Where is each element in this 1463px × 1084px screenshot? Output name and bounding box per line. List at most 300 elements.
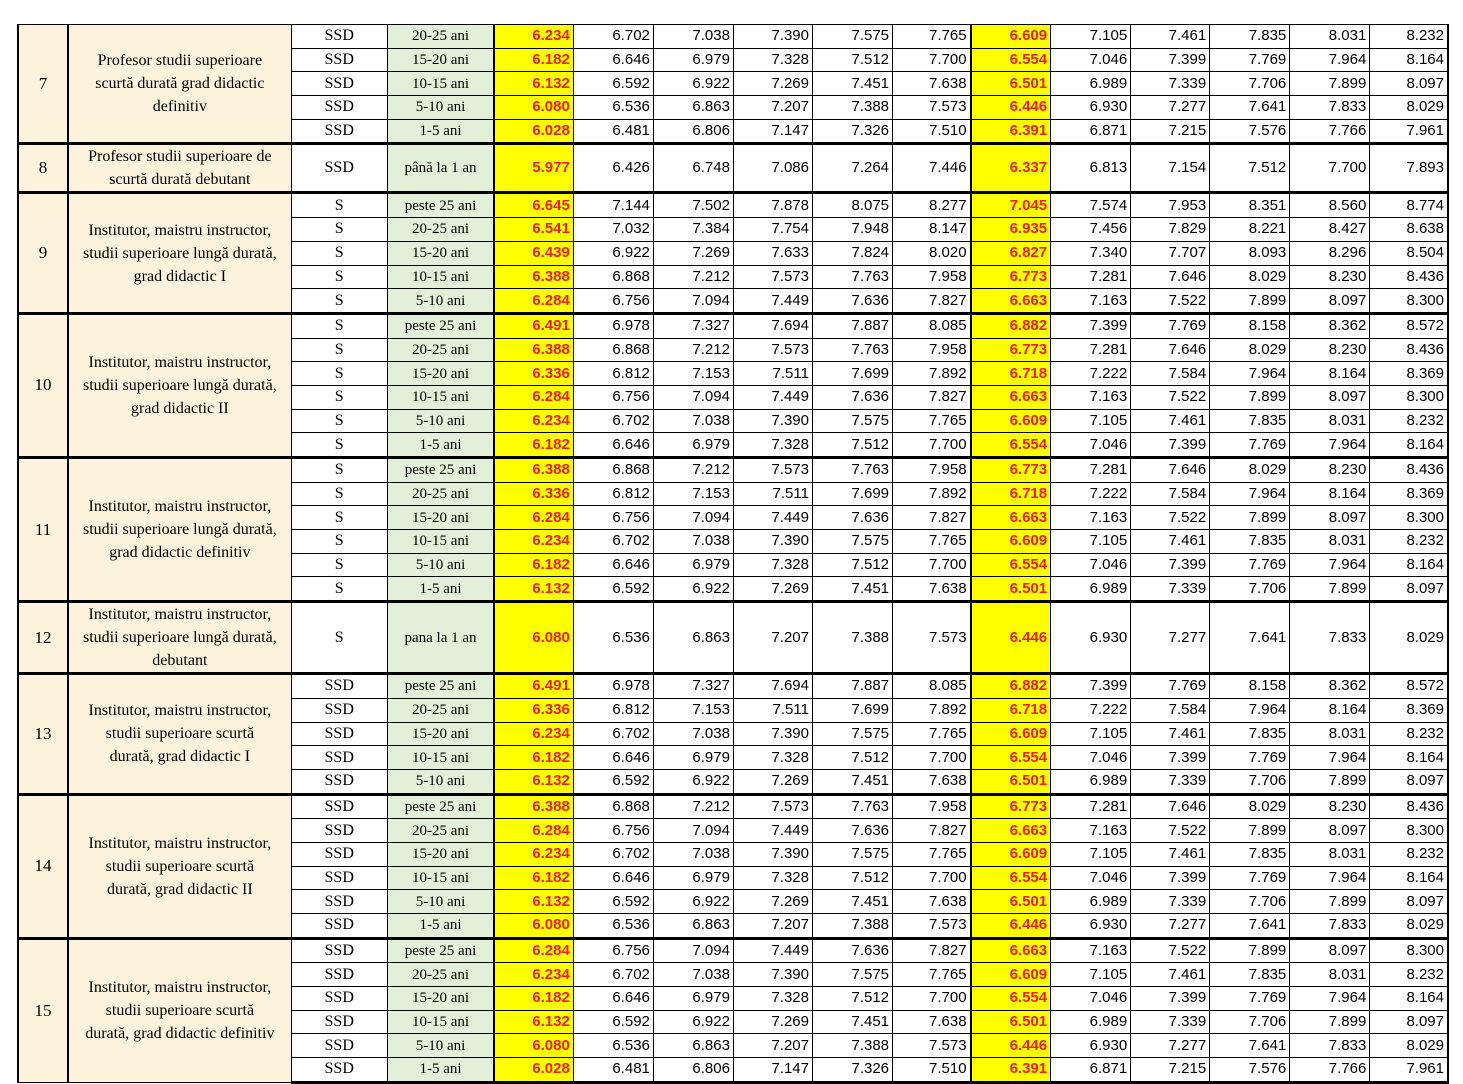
salary-cell: 7.399 — [1051, 313, 1131, 338]
salary-cell: 6.592 — [573, 1010, 653, 1034]
seniority-cell: 15-20 ani — [387, 722, 494, 746]
salary-cell: 7.575 — [812, 25, 892, 49]
salary-cell: 7.512 — [812, 48, 892, 72]
highlighted-salary-cell: 6.284 — [494, 289, 573, 314]
highlighted-salary-cell: 6.080 — [494, 914, 573, 939]
studies-cell: SSD — [291, 1058, 387, 1083]
salary-cell: 6.812 — [573, 482, 653, 506]
salary-cell: 8.362 — [1290, 674, 1370, 699]
highlighted-salary-cell: 6.491 — [494, 313, 573, 338]
salary-cell: 7.207 — [733, 1034, 812, 1058]
salary-cell: 7.833 — [1290, 602, 1370, 674]
salary-cell: 6.646 — [573, 48, 653, 72]
studies-cell: SSD — [291, 987, 387, 1011]
salary-cell: 7.765 — [893, 842, 971, 866]
salary-cell: 6.922 — [573, 241, 653, 265]
salary-cell: 8.369 — [1370, 482, 1448, 506]
salary-cell: 7.269 — [733, 1010, 812, 1034]
salary-cell: 7.573 — [893, 914, 971, 939]
highlighted-salary-cell: 6.827 — [971, 241, 1051, 265]
salary-cell: 6.868 — [573, 458, 653, 483]
function-line: studii superioare scurtă — [105, 857, 255, 875]
studies-cell: SSD — [291, 914, 387, 939]
salary-cell: 7.511 — [733, 362, 812, 386]
highlighted-salary-cell: 6.080 — [494, 96, 573, 120]
row-number-cell: 11 — [18, 458, 68, 602]
salary-cell: 7.887 — [812, 313, 892, 338]
salary-cell: 7.961 — [1370, 119, 1448, 144]
salary-cell: 7.763 — [812, 794, 892, 819]
salary-cell: 7.461 — [1131, 963, 1210, 987]
seniority-cell: peste 25 ani — [387, 794, 494, 819]
studies-cell: SSD — [291, 72, 387, 96]
salary-cell: 8.230 — [1290, 338, 1370, 362]
function-cell — [68, 794, 291, 938]
salary-cell: 8.097 — [1290, 385, 1370, 409]
salary-cell: 7.207 — [733, 96, 812, 120]
salary-cell: 8.097 — [1290, 938, 1370, 963]
salary-cell: 7.769 — [1131, 674, 1210, 699]
salary-cell: 8.164 — [1290, 482, 1370, 506]
salary-cell: 6.426 — [573, 144, 653, 193]
salary-cell: 8.164 — [1370, 746, 1448, 770]
salary-cell: 7.147 — [733, 119, 812, 144]
salary-cell: 7.461 — [1131, 842, 1210, 866]
salary-cell: 7.573 — [893, 1034, 971, 1058]
row-number-cell: 7 — [18, 25, 68, 144]
salary-cell: 7.399 — [1131, 553, 1210, 577]
row-number-cell: 12 — [18, 602, 68, 674]
seniority-cell: 1-5 ani — [387, 577, 494, 602]
highlighted-salary-cell: 6.182 — [494, 987, 573, 1011]
salary-cell: 8.369 — [1370, 362, 1448, 386]
salary-cell: 6.702 — [573, 722, 653, 746]
salary-cell: 7.899 — [1290, 72, 1370, 96]
salary-cell: 6.646 — [573, 987, 653, 1011]
salary-cell: 7.046 — [1051, 866, 1131, 890]
studies-cell: S — [291, 433, 387, 458]
studies-cell: SSD — [291, 1010, 387, 1034]
salary-cell: 7.899 — [1210, 385, 1290, 409]
salary-cell: 7.700 — [893, 48, 971, 72]
salary-cell: 6.930 — [1051, 602, 1131, 674]
salary-cell: 6.989 — [1051, 577, 1131, 602]
seniority-cell: 20-25 ani — [387, 698, 494, 722]
studies-cell: S — [291, 385, 387, 409]
function-line: studii superioare lungă durată, — [82, 244, 277, 262]
salary-cell: 7.388 — [812, 914, 892, 939]
salary-cell: 8.031 — [1290, 722, 1370, 746]
salary-cell: 7.899 — [1210, 819, 1290, 843]
salary-cell: 7.892 — [893, 482, 971, 506]
highlighted-salary-cell: 6.234 — [494, 722, 573, 746]
salary-cell: 7.827 — [893, 385, 971, 409]
function-cell — [68, 458, 291, 602]
salary-cell: 7.636 — [812, 938, 892, 963]
seniority-cell: 20-25 ani — [387, 338, 494, 362]
salary-cell: 7.835 — [1210, 842, 1290, 866]
seniority-cell: 20-25 ani — [387, 218, 494, 242]
salary-cell: 7.584 — [1131, 482, 1210, 506]
group-15 — [18, 938, 1448, 1082]
highlighted-salary-cell: 6.663 — [971, 506, 1051, 530]
function-line: Institutor, maistru instructor, — [88, 702, 272, 720]
salary-cell: 7.399 — [1131, 866, 1210, 890]
highlighted-salary-cell: 6.882 — [971, 313, 1051, 338]
salary-cell: 7.835 — [1210, 25, 1290, 49]
studies-cell: SSD — [291, 769, 387, 794]
salary-cell: 7.094 — [653, 506, 733, 530]
salary-cell: 6.646 — [573, 433, 653, 458]
salary-cell: 7.765 — [893, 530, 971, 554]
table-row — [18, 313, 1448, 338]
table-row — [18, 144, 1448, 193]
salary-cell: 6.756 — [573, 506, 653, 530]
salary-cell: 7.575 — [812, 722, 892, 746]
salary-cell: 7.449 — [733, 506, 812, 530]
highlighted-salary-cell: 6.336 — [494, 482, 573, 506]
studies-cell: SSD — [291, 25, 387, 49]
highlighted-salary-cell: 6.645 — [494, 193, 573, 218]
salary-cell: 7.277 — [1131, 96, 1210, 120]
salary-cell: 7.038 — [653, 25, 733, 49]
salary-cell: 7.277 — [1131, 1034, 1210, 1058]
salary-cell: 7.646 — [1131, 458, 1210, 483]
function-line: studii superioare scurtă — [105, 1002, 255, 1020]
salary-cell: 7.340 — [1051, 241, 1131, 265]
salary-cell: 6.646 — [573, 746, 653, 770]
salary-cell: 8.300 — [1370, 938, 1448, 963]
highlighted-salary-cell: 6.501 — [971, 890, 1051, 914]
salary-cell: 7.573 — [733, 338, 812, 362]
salary-cell: 6.863 — [653, 1034, 733, 1058]
salary-cell: 7.212 — [653, 458, 733, 483]
studies-cell: SSD — [291, 794, 387, 819]
highlighted-salary-cell: 6.609 — [971, 842, 1051, 866]
function-cell — [68, 602, 291, 674]
salary-cell: 7.502 — [653, 193, 733, 218]
salary-cell: 7.390 — [733, 722, 812, 746]
salary-cell: 7.958 — [893, 794, 971, 819]
seniority-cell: 5-10 ani — [387, 769, 494, 794]
salary-cell: 7.269 — [733, 577, 812, 602]
salary-cell: 7.763 — [812, 338, 892, 362]
salary-cell: 7.638 — [893, 769, 971, 794]
salary-cell: 7.512 — [812, 433, 892, 458]
salary-cell: 6.646 — [573, 866, 653, 890]
salary-cell: 7.388 — [812, 1034, 892, 1058]
seniority-cell: 10-15 ani — [387, 265, 494, 289]
salary-cell: 6.748 — [653, 144, 733, 193]
salary-cell: 7.163 — [1051, 506, 1131, 530]
salary-cell: 8.164 — [1370, 866, 1448, 890]
salary-cell: 6.863 — [653, 602, 733, 674]
salary-cell: 7.207 — [733, 914, 812, 939]
salary-cell: 7.339 — [1131, 1010, 1210, 1034]
salary-cell: 7.328 — [733, 866, 812, 890]
salary-cell: 8.572 — [1370, 674, 1448, 699]
function-line: studii superioare scurtă — [105, 725, 255, 743]
function-line: grad didactic definitiv — [109, 544, 251, 562]
highlighted-salary-cell: 6.773 — [971, 338, 1051, 362]
salary-cell: 6.812 — [573, 698, 653, 722]
highlighted-salary-cell: 6.132 — [494, 1010, 573, 1034]
table-row — [18, 674, 1448, 699]
salary-cell: 7.269 — [653, 241, 733, 265]
salary-cell: 6.922 — [653, 577, 733, 602]
salary-cell: 7.328 — [733, 433, 812, 458]
salary-cell: 7.573 — [733, 458, 812, 483]
salary-cell: 6.536 — [573, 96, 653, 120]
salary-cell: 8.436 — [1370, 458, 1448, 483]
salary-cell: 6.868 — [573, 794, 653, 819]
salary-cell: 7.326 — [812, 119, 892, 144]
salary-cell: 8.029 — [1370, 914, 1448, 939]
salary-grid-table — [17, 24, 1449, 1084]
salary-cell: 7.451 — [812, 72, 892, 96]
salary-cell: 6.536 — [573, 914, 653, 939]
highlighted-salary-cell: 6.284 — [494, 385, 573, 409]
salary-cell: 7.163 — [1051, 385, 1131, 409]
salary-cell: 8.097 — [1370, 769, 1448, 794]
seniority-cell: 5-10 ani — [387, 553, 494, 577]
salary-cell: 7.769 — [1210, 987, 1290, 1011]
seniority-cell: 20-25 ani — [387, 819, 494, 843]
salary-cell: 8.230 — [1290, 458, 1370, 483]
highlighted-salary-cell: 6.391 — [971, 1058, 1051, 1083]
salary-cell: 7.575 — [812, 409, 892, 433]
salary-cell: 7.038 — [653, 842, 733, 866]
row-number-cell: 13 — [18, 674, 68, 794]
salary-cell: 7.522 — [1131, 938, 1210, 963]
salary-cell: 7.575 — [812, 842, 892, 866]
salary-cell: 7.328 — [733, 746, 812, 770]
highlighted-salary-cell: 6.388 — [494, 338, 573, 362]
highlighted-salary-cell: 6.182 — [494, 48, 573, 72]
salary-cell: 7.964 — [1290, 553, 1370, 577]
highlighted-salary-cell: 6.491 — [494, 674, 573, 699]
salary-cell: 7.700 — [893, 987, 971, 1011]
salary-cell: 7.953 — [1131, 193, 1210, 218]
salary-cell: 8.164 — [1290, 698, 1370, 722]
salary-cell: 7.281 — [1051, 794, 1131, 819]
salary-cell: 7.390 — [733, 842, 812, 866]
highlighted-salary-cell: 6.663 — [971, 289, 1051, 314]
salary-cell: 8.097 — [1370, 890, 1448, 914]
salary-cell: 8.075 — [812, 193, 892, 218]
salary-cell: 7.339 — [1131, 769, 1210, 794]
salary-cell: 8.232 — [1370, 842, 1448, 866]
salary-cell: 6.930 — [1051, 1034, 1131, 1058]
salary-cell: 8.031 — [1290, 530, 1370, 554]
salary-cell: 7.510 — [893, 119, 971, 144]
salary-cell: 8.031 — [1290, 842, 1370, 866]
salary-cell: 7.964 — [1290, 48, 1370, 72]
salary-cell: 6.989 — [1051, 72, 1131, 96]
highlighted-salary-cell: 6.391 — [971, 119, 1051, 144]
salary-cell: 8.158 — [1210, 313, 1290, 338]
highlighted-salary-cell: 6.439 — [494, 241, 573, 265]
studies-cell: SSD — [291, 698, 387, 722]
salary-cell: 8.085 — [893, 674, 971, 699]
salary-cell: 7.222 — [1051, 482, 1131, 506]
salary-cell: 6.922 — [653, 769, 733, 794]
highlighted-salary-cell: 6.501 — [971, 72, 1051, 96]
highlighted-salary-cell: 6.609 — [971, 409, 1051, 433]
salary-cell: 6.536 — [573, 602, 653, 674]
salary-cell: 8.427 — [1290, 218, 1370, 242]
function-line: durată, grad didactic I — [109, 748, 251, 766]
salary-cell: 7.511 — [733, 482, 812, 506]
salary-cell: 7.144 — [573, 193, 653, 218]
salary-cell: 7.964 — [1290, 866, 1370, 890]
salary-cell: 6.756 — [573, 819, 653, 843]
salary-cell: 7.281 — [1051, 458, 1131, 483]
highlighted-salary-cell: 6.446 — [971, 602, 1051, 674]
salary-cell: 7.046 — [1051, 433, 1131, 458]
salary-cell: 8.436 — [1370, 338, 1448, 362]
salary-cell: 7.706 — [1210, 890, 1290, 914]
salary-cell: 6.868 — [573, 338, 653, 362]
salary-cell: 7.388 — [812, 96, 892, 120]
highlighted-salary-cell: 6.234 — [494, 842, 573, 866]
highlighted-salary-cell: 6.284 — [494, 506, 573, 530]
salary-cell: 7.754 — [733, 218, 812, 242]
salary-cell: 7.512 — [812, 987, 892, 1011]
seniority-cell: 1-5 ani — [387, 914, 494, 939]
seniority-cell: 1-5 ani — [387, 119, 494, 144]
salary-cell: 6.978 — [573, 313, 653, 338]
salary-cell: 7.766 — [1290, 119, 1370, 144]
seniority-cell: peste 25 ani — [387, 458, 494, 483]
salary-cell: 6.979 — [653, 553, 733, 577]
salary-cell: 7.769 — [1210, 433, 1290, 458]
salary-cell: 7.706 — [1210, 72, 1290, 96]
salary-cell: 7.893 — [1370, 144, 1448, 193]
salary-cell: 7.765 — [893, 963, 971, 987]
studies-cell: SSD — [291, 48, 387, 72]
seniority-cell: 10-15 ani — [387, 746, 494, 770]
highlighted-salary-cell: 6.336 — [494, 362, 573, 386]
salary-cell: 7.827 — [893, 289, 971, 314]
salary-cell: 6.863 — [653, 96, 733, 120]
salary-cell: 7.576 — [1210, 1058, 1290, 1083]
salary-cell: 7.510 — [893, 1058, 971, 1083]
salary-cell: 6.979 — [653, 48, 733, 72]
highlighted-salary-cell: 6.080 — [494, 602, 573, 674]
salary-cell: 6.592 — [573, 769, 653, 794]
salary-cell: 7.451 — [812, 890, 892, 914]
function-line: debutant — [152, 652, 208, 670]
seniority-cell: 20-25 ani — [387, 25, 494, 49]
salary-cell: 6.989 — [1051, 769, 1131, 794]
salary-cell: 8.230 — [1290, 794, 1370, 819]
salary-cell: 7.636 — [812, 506, 892, 530]
salary-cell: 7.573 — [893, 602, 971, 674]
row-number-cell: 8 — [18, 144, 68, 193]
salary-cell: 7.700 — [893, 433, 971, 458]
studies-cell: SSD — [291, 842, 387, 866]
salary-cell: 7.046 — [1051, 553, 1131, 577]
salary-cell: 6.592 — [573, 577, 653, 602]
salary-cell: 8.230 — [1290, 265, 1370, 289]
salary-cell: 7.964 — [1290, 433, 1370, 458]
salary-cell: 8.029 — [1210, 458, 1290, 483]
highlighted-salary-cell: 6.718 — [971, 482, 1051, 506]
salary-cell: 7.327 — [653, 674, 733, 699]
function-line: Institutor, maistru instructor, — [88, 979, 272, 997]
studies-cell: S — [291, 289, 387, 314]
salary-cell: 7.636 — [812, 819, 892, 843]
salary-cell: 7.269 — [733, 769, 812, 794]
salary-cell: 7.700 — [893, 746, 971, 770]
salary-cell: 7.384 — [653, 218, 733, 242]
salary-cell: 7.163 — [1051, 289, 1131, 314]
salary-cell: 8.638 — [1370, 218, 1448, 242]
studies-cell: S — [291, 602, 387, 674]
highlighted-salary-cell: 6.554 — [971, 866, 1051, 890]
salary-cell: 7.163 — [1051, 938, 1131, 963]
group-7 — [18, 25, 1448, 144]
salary-cell: 7.449 — [733, 385, 812, 409]
salary-cell: 7.958 — [893, 265, 971, 289]
highlighted-salary-cell: 6.541 — [494, 218, 573, 242]
salary-cell: 6.989 — [1051, 890, 1131, 914]
salary-cell: 7.699 — [812, 698, 892, 722]
salary-cell: 7.512 — [1210, 144, 1290, 193]
studies-cell: S — [291, 265, 387, 289]
table-row — [18, 938, 1448, 963]
salary-cell: 7.948 — [812, 218, 892, 242]
studies-cell: SSD — [291, 938, 387, 963]
function-line: durată, grad didactic II — [107, 880, 253, 898]
highlighted-salary-cell: 6.446 — [971, 96, 1051, 120]
salary-cell: 7.899 — [1290, 1010, 1370, 1034]
salary-cell: 7.215 — [1131, 1058, 1210, 1083]
salary-cell: 7.105 — [1051, 963, 1131, 987]
salary-cell: 8.232 — [1370, 963, 1448, 987]
table-row — [18, 458, 1448, 483]
salary-cell: 6.978 — [573, 674, 653, 699]
salary-cell: 7.699 — [812, 482, 892, 506]
seniority-cell: 10-15 ani — [387, 385, 494, 409]
salary-cell: 7.327 — [653, 313, 733, 338]
function-line: Profesor studii superioare de — [88, 148, 272, 166]
salary-cell: 7.212 — [653, 794, 733, 819]
salary-cell: 6.979 — [653, 433, 733, 458]
salary-cell: 7.339 — [1131, 72, 1210, 96]
seniority-cell: 15-20 ani — [387, 842, 494, 866]
salary-cell: 7.212 — [653, 265, 733, 289]
highlighted-salary-cell: 6.132 — [494, 769, 573, 794]
studies-cell: SSD — [291, 119, 387, 144]
highlighted-salary-cell: 6.609 — [971, 963, 1051, 987]
seniority-cell: 1-5 ani — [387, 1058, 494, 1083]
salary-cell: 8.093 — [1210, 241, 1290, 265]
highlighted-salary-cell: 6.234 — [494, 409, 573, 433]
salary-cell: 7.281 — [1051, 338, 1131, 362]
salary-cell: 7.961 — [1370, 1058, 1448, 1083]
salary-cell: 8.300 — [1370, 506, 1448, 530]
salary-cell: 7.269 — [733, 72, 812, 96]
salary-cell: 7.835 — [1210, 722, 1290, 746]
highlighted-salary-cell: 6.773 — [971, 794, 1051, 819]
salary-cell: 7.105 — [1051, 409, 1131, 433]
salary-cell: 7.512 — [812, 866, 892, 890]
salary-cell: 7.451 — [812, 769, 892, 794]
highlighted-salary-cell: 6.028 — [494, 119, 573, 144]
salary-cell: 7.094 — [653, 385, 733, 409]
